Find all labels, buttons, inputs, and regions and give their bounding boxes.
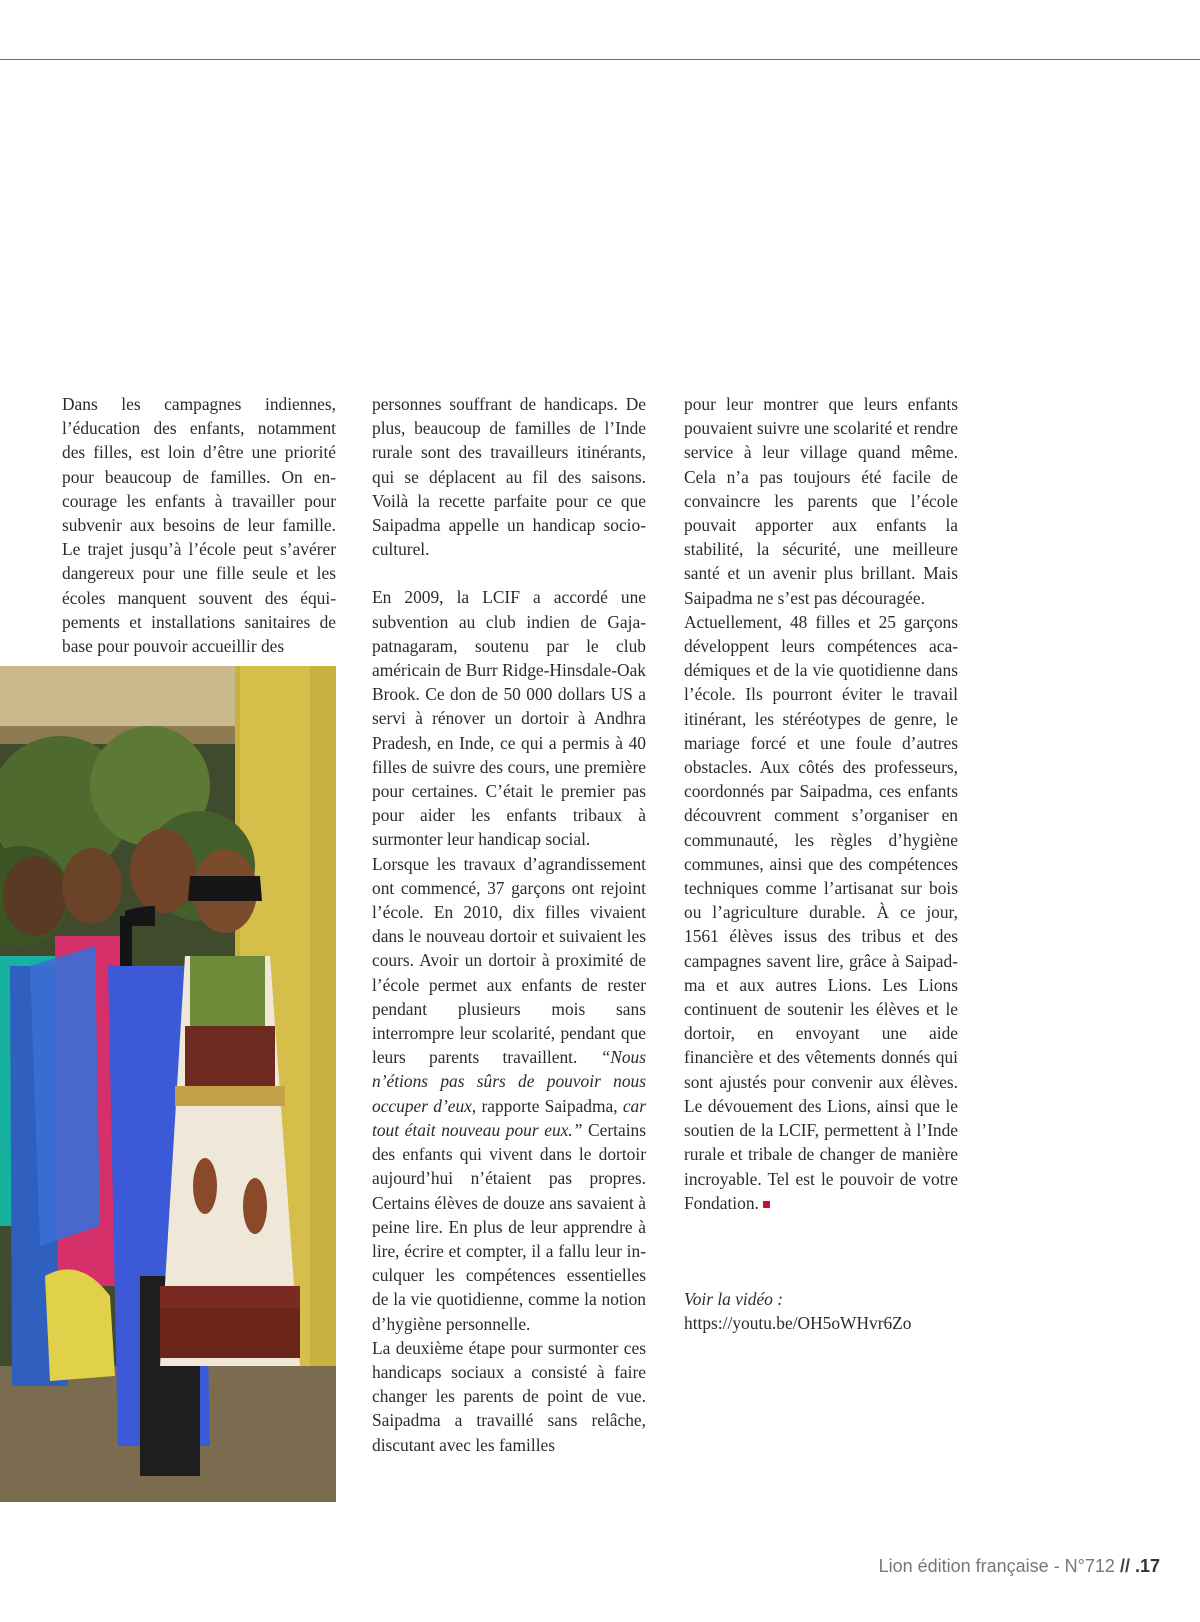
col2-paragraph-1: personnes souffrant de handicaps. De plus, beaucoup de familles de l’Inde rurale sont des travailleurs itinérants, qui se déplacent au fil des saisons. Voilà la recette parfaite pour ce que Saipadma appelle un handicap socio-culturel. (372, 394, 646, 560)
article-column-1 (62, 392, 336, 658)
top-rule (0, 59, 1200, 60)
video-label: Voir la vidéo : (684, 1288, 784, 1309)
video-link[interactable]: https://youtu.be/OH5oWHvr6Zo (684, 1313, 912, 1334)
col2-quote-2: car tout était nouveau pour eux.” (372, 1095, 647, 1140)
footer-separator: // (1119, 1556, 1130, 1576)
col3-paragraph-2 (684, 610, 958, 1215)
col2-paragraph-4: La deuxième étape pour surmonter ces handicaps sociaux a consisté à faire changer les parents de point de vue. Saipadma a travaillé sans relâche, discutant avec les familles (372, 1337, 646, 1455)
photo-girls-illustration (0, 666, 336, 1502)
col2-paragraph-3 (372, 852, 646, 1336)
col3-p2-text: Actuellement, 48 filles et 25 garçons développent leurs compétences académiques et de la vie quotidienne dans l’école. Ils pourront éviter le travail itinérant, les stéréotypes de genre, le mariage forcé et une foule d’autres obstacles. Aux côtés des professeurs, coordonnés par Saipadma, ces enfants découvrent comment s’organiser en communauté, les règles d’hygiène communes, ainsi que des compétences techniques comme l’artisanat sur bois ou l’agriculture durable. À ce jour, 1561 élèves issus des tribus et des campagnes savent lire, grâce à Saipadma et aux autres Lions. Les Lions continuent de soutenir les élèves et le dortoir, en envoyant une aide financière et des vêtements donnés qui sont ajustés pour convenir aux élèves. Le dévouement des Lions, ainsi que le soutien de la LCIF, permettent à l’Inde rurale et tribale de changer de manière incroyable. Tel est le pouvoir de votre Fondation. (684, 611, 958, 1213)
col2-quote-1: “Nous n’étions pas sûrs de pouvoir nous occuper d’eux, (372, 1047, 646, 1116)
article-photo (0, 666, 336, 1502)
article-column-3 (684, 392, 958, 1335)
article-column-2 (372, 392, 646, 1457)
col2-p3-text-c: Certains des enfants qui vivent dans le dortoir aujourd’hui n’étaient pas propres. Certains élèves de douze ans savaient à peine lire. En plus de leur apprendre à lire, écrire et compter, il a fallu leur inculquer les compétences essentielles de la vie quotidienne, comme la notion d’hygiène personnelle. (372, 1119, 646, 1334)
col1-paragraph-1: Dans les campagnes indiennes, l’éducation des enfants, notamment des filles, est loin d’être une priorité pour beaucoup de familles. On encourage les enfants à travailler pour subvenir aux besoins de leur famille. Le trajet jusqu’à l’école peut s’avérer dangereux pour une fille seule et les écoles manquent souvent des équipements et installations sanitaires de base pour pouvoir accueillir des (62, 394, 336, 657)
publication-name: Lion édition française - N°712 (878, 1556, 1115, 1576)
page-footer (879, 1556, 1160, 1577)
page-number: .17 (1134, 1556, 1160, 1576)
col2-p3-text-b: rapporte Saipadma, (476, 1095, 623, 1116)
col3-paragraph-1: pour leur montrer que leurs enfants pouvaient suivre une scolarité et rendre service à leur village quand même. Cela n’a pas toujours été facile de convaincre les parents que l’école pouvait apporter aux enfants la stabilité, la sécurité, une meilleure santé et un avenir plus brillant. Mais Saipadma ne s’est pas découragée. (684, 394, 958, 608)
col2-paragraph-2: En 2009, la LCIF a accordé une subvention au club indien de Gajapatnagaram, soutenu par le club américain de Burr Ridge-Hinsdale-Oak Brook. Ce don de 50 000 dollars US a servi à rénover un dortoir à Andhra Pradesh, en Inde, ce qui a permis à 40 filles de suivre des cours, une première pour certaines. C’était le premier pas pour aider les enfants tribaux à surmonter leur handicap social. (372, 587, 646, 850)
end-of-article-mark (763, 1201, 770, 1208)
col2-p3-text-a: Lorsque les travaux d’agrandissement ont commencé, 37 garçons ont rejoint l’école. En 2010, dix filles vivaient dans le nouveau dortoir et suivaient les cours. Avoir un dortoir à proximité de l’école permet aux enfants de rester pendant plusieurs mois sans interrompre leur scolarité, pendant que leurs parents travaillent. (372, 853, 646, 1068)
video-block (684, 1287, 958, 1335)
